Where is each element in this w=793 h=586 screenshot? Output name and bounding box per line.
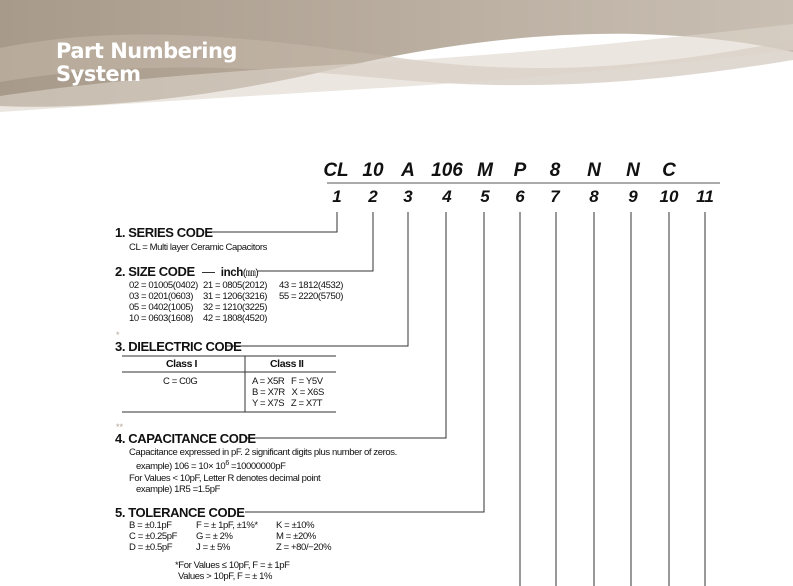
dielectric-class2-row1: A = X5R F = Y5V xyxy=(252,376,323,387)
capacitance-example-pre: example) 106 = 10× 10 xyxy=(136,461,226,473)
dielectric-code-heading: 3. DIELECTRIC CODE xyxy=(115,339,242,354)
dielectric-class1-value: C = C0G xyxy=(163,376,198,387)
capacitance-star-mark: ** xyxy=(116,422,124,432)
tolerance-col3-row1: K = ±10% xyxy=(276,520,315,531)
size-code-label: 2. SIZE CODE xyxy=(115,264,195,279)
dielectric-class1-header: Class I xyxy=(166,358,198,370)
capacitance-desc-line3: For Values < 10pF, Letter R denotes decimal point xyxy=(129,473,321,484)
size-col1-row3: 05 = 0402(1005) xyxy=(129,302,193,313)
code-series: CL xyxy=(323,160,349,181)
size-col1-row2: 03 = 0201(0603) xyxy=(129,291,193,302)
position-10: 10 xyxy=(659,187,679,206)
position-9: 9 xyxy=(628,187,638,206)
code-pos10: C xyxy=(662,160,676,181)
code-size: 10 xyxy=(362,160,384,181)
position-8: 8 xyxy=(589,187,599,206)
size-col1-row4: 10 = 0603(1608) xyxy=(129,313,193,324)
code-capacitance: 106 xyxy=(431,160,463,181)
capacitance-example-exponent: 6 xyxy=(225,460,229,467)
series-code-desc: CL = Multi layer Ceramic Capacitors xyxy=(129,242,267,253)
code-pos8: N xyxy=(587,160,601,181)
size-col1-row1: 02 = 01005(0402) xyxy=(129,280,198,291)
tolerance-col1-row2: C = ±0.25pF xyxy=(129,531,178,542)
position-2: 2 xyxy=(368,187,378,206)
page-title-line1: Part Numbering xyxy=(56,39,237,63)
size-col2-row3: 32 = 1210(3225) xyxy=(203,302,267,313)
code-pos9: N xyxy=(626,160,640,181)
position-1: 1 xyxy=(332,187,342,206)
size-col3-row1: 43 = 1812(4532) xyxy=(279,280,343,291)
code-pos7: 8 xyxy=(549,160,561,181)
position-5: 5 xyxy=(480,187,490,206)
tolerance-note-line1: *For Values ≤ 10pF, F = ± 1pF xyxy=(175,560,290,571)
dielectric-star-mark: * xyxy=(116,330,120,340)
capacitance-desc-line4: example) 1R5 =1.5pF xyxy=(136,484,221,495)
tolerance-col1-row3: D = ±0.5pF xyxy=(129,542,173,553)
position-6: 6 xyxy=(515,187,525,206)
size-code-dash: — xyxy=(201,264,215,279)
dielectric-class2-row3: Y = X7S Z = X7T xyxy=(252,398,323,409)
dielectric-class2-row2: B = X7R X = X6S xyxy=(252,387,324,398)
size-col2-row1: 21 = 0805(2012) xyxy=(203,280,267,291)
tolerance-code-heading: 5. TOLERANCE CODE xyxy=(115,505,245,520)
tolerance-note-line2: Values > 10pF, F = ± 1% xyxy=(178,571,273,582)
tolerance-col2-row3: J = ± 5% xyxy=(196,542,230,553)
page-title-line2: System xyxy=(56,62,141,86)
dielectric-class2-header: Class II xyxy=(270,358,304,370)
size-col2-row2: 31 = 1206(3216) xyxy=(203,291,267,302)
position-3: 3 xyxy=(403,187,413,206)
position-7: 7 xyxy=(550,187,560,206)
capacitance-code-heading: 4. CAPACITANCE CODE xyxy=(115,431,256,446)
size-code-unit: inch xyxy=(220,267,243,279)
capacitance-example-post: =10000000pF xyxy=(228,461,286,473)
code-tolerance: M xyxy=(477,160,493,181)
capacitance-desc-line1: Capacitance expressed in pF. 2 significant digits plus number of zeros. xyxy=(129,447,397,458)
tolerance-col3-row2: M = ±20% xyxy=(276,531,316,542)
tolerance-col3-row3: Z = +80/−20% xyxy=(276,542,332,553)
position-4: 4 xyxy=(442,187,452,206)
size-code-heading xyxy=(115,264,258,279)
tolerance-col2-row2: G = ± 2% xyxy=(196,531,233,542)
capacitance-desc-line2 xyxy=(136,458,286,472)
size-col2-row4: 42 = 1808(4520) xyxy=(203,313,267,324)
size-code-unit-mm: (㎜) xyxy=(242,268,259,279)
series-code-heading: 1. SERIES CODE xyxy=(115,225,213,240)
code-pos6: P xyxy=(513,160,527,181)
position-11: 11 xyxy=(696,187,714,206)
tolerance-col2-row1: F = ± 1pF, ±1%* xyxy=(196,520,258,531)
code-dielectric: A xyxy=(401,160,415,181)
size-col3-row2: 55 = 2220(5750) xyxy=(279,291,343,302)
tolerance-col1-row1: B = ±0.1pF xyxy=(129,520,172,531)
